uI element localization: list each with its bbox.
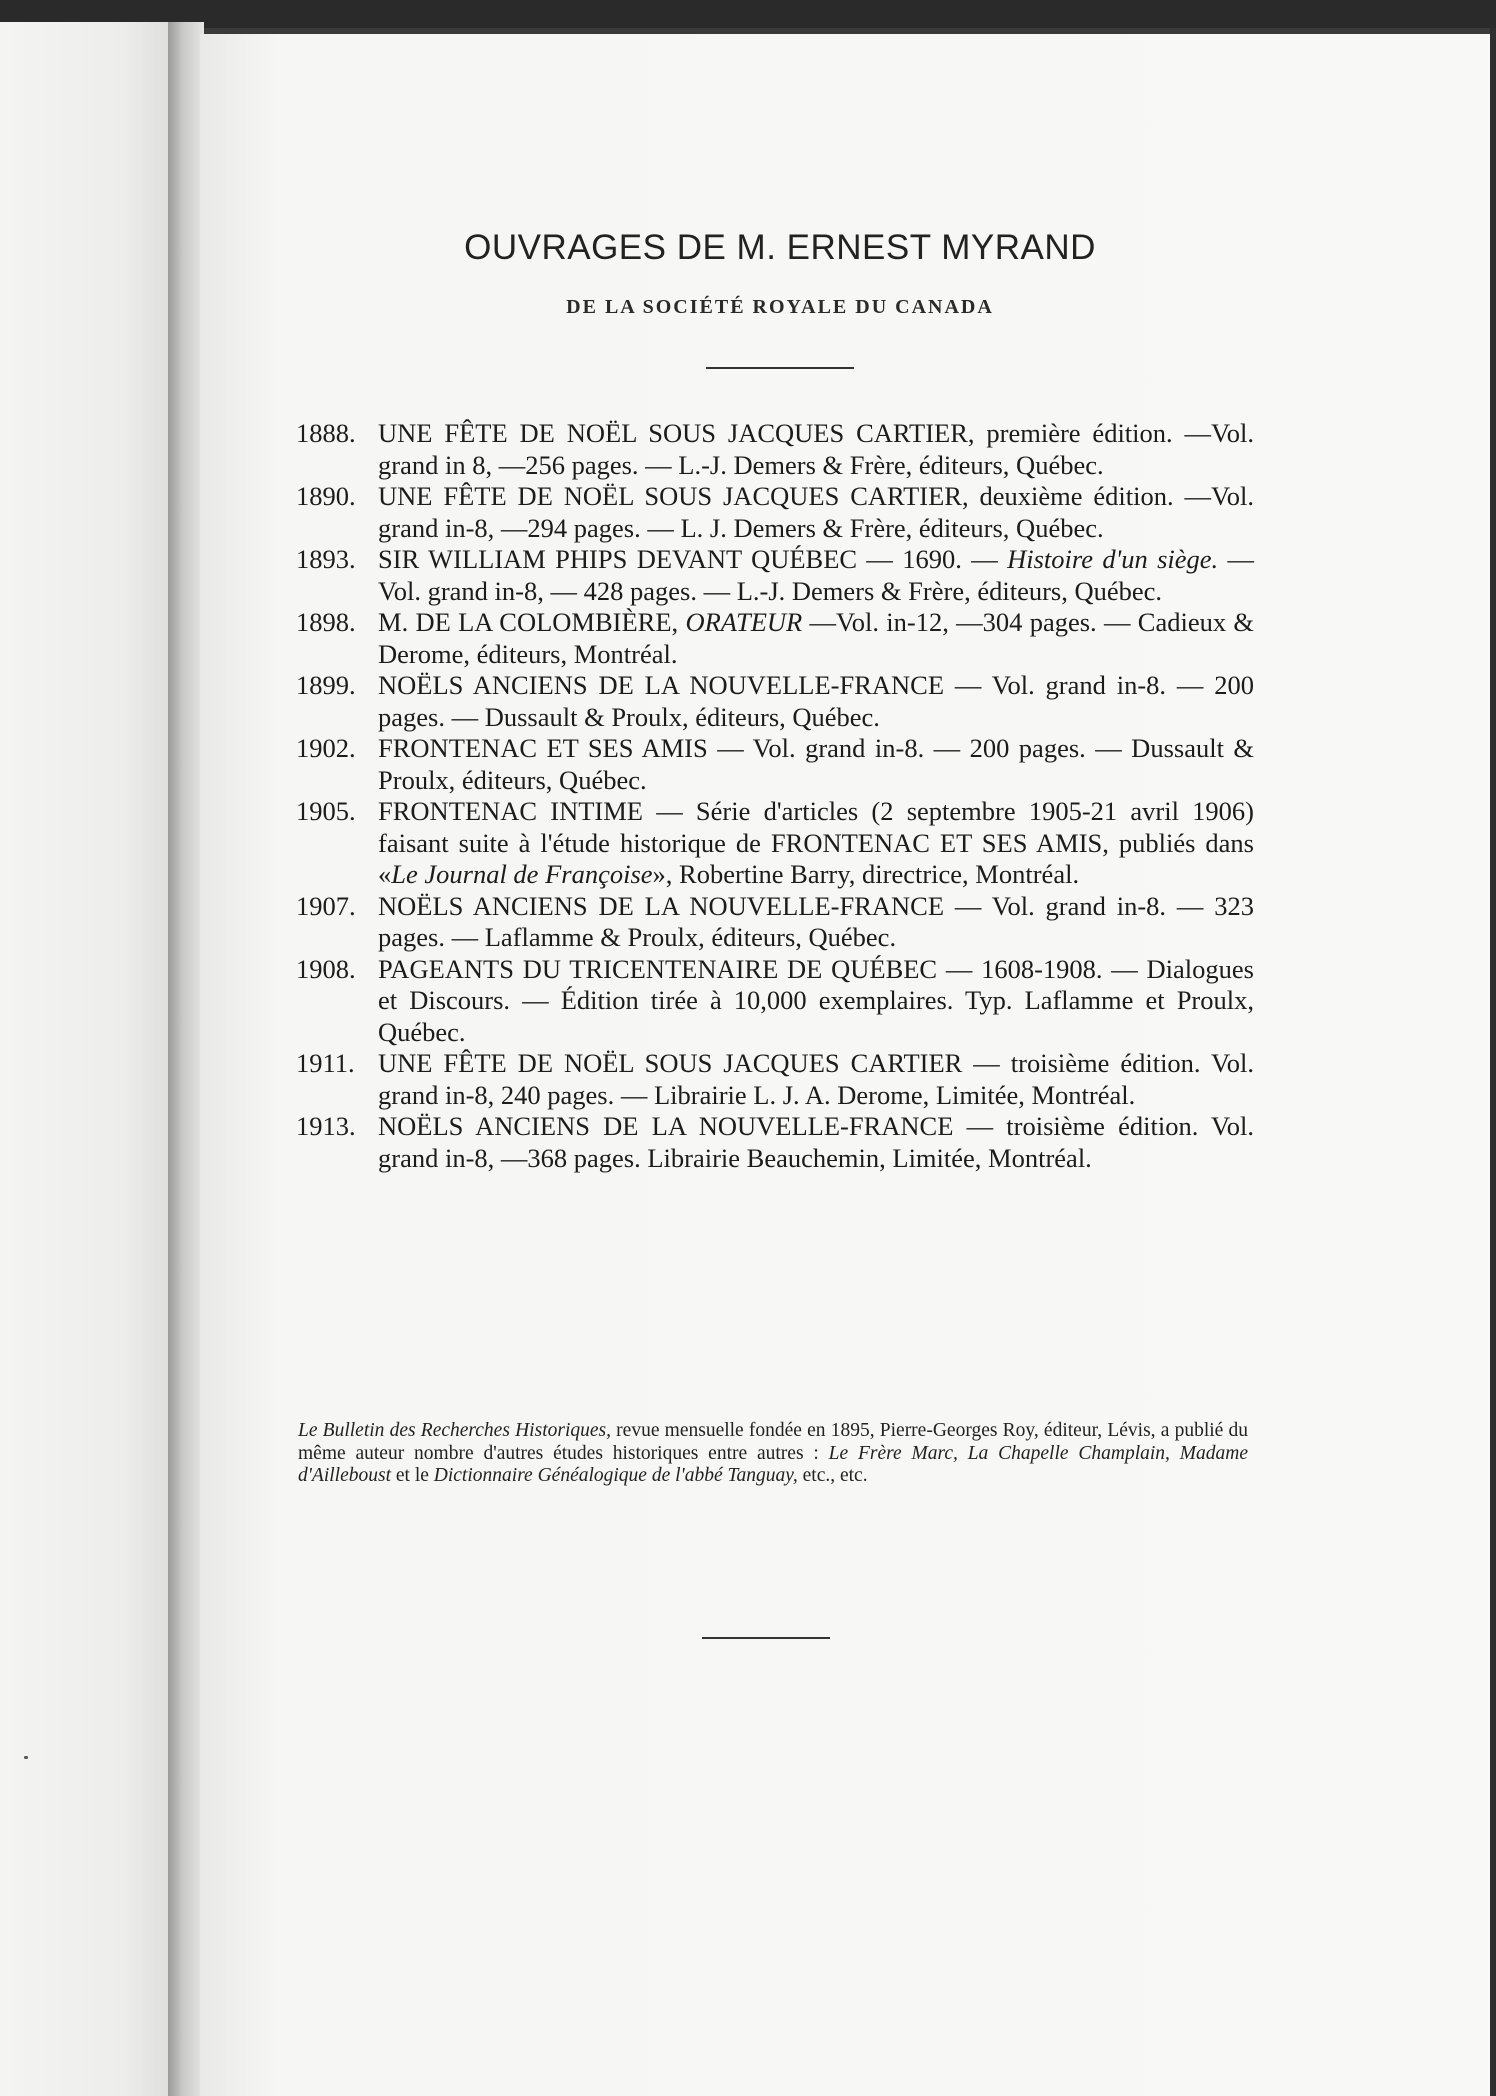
work-entry [296,796,1254,891]
work-text-segment: FRONTENAC ET SES AMIS — Vol. grand in-8. — 200 pages. — Dussault & Proulx, éditeurs, Québec. [378,733,1254,795]
work-text-segment: Histoire d'un siège. [1007,544,1219,574]
work-year: 1899. [296,670,356,700]
work-text-segment: — Vol. grand in-8, — 428 pages. — L.-J. Demers & Frère, éditeurs, Québec. [378,544,1255,606]
page-title: OUVRAGES DE M. ERNEST MYRAND [464,228,1096,267]
work-text-segment: UNE FÊTE DE NOËL SOUS JACQUES CARTIER, deuxième édition. —Vol. grand in-8, —294 pages. — L. J. Demers & Frère, éditeurs, Québec. [378,481,1254,543]
works-list [296,418,1254,1174]
left-page-edge [0,22,176,2096]
work-text-segment: Le Journal de Françoise [391,859,653,889]
bulletin-note [298,1420,1248,1488]
note-text-segment: etc., etc. [797,1465,868,1486]
work-year: 1913. [296,1111,356,1141]
work-entry [296,481,1254,544]
note-text-segment: Dictionnaire Généalogique de l'abbé Tanguay, [433,1465,798,1486]
work-text-segment: NOËLS ANCIENS DE LA NOUVELLE-FRANCE — troisième édition. Vol. grand in-8, —368 pages. Librairie Beauchemin, Limitée, Montréal. [378,1111,1254,1173]
work-year: 1907. [296,890,356,921]
work-description [378,796,1254,891]
work-entry [296,954,1254,1049]
work-entry [296,1111,1254,1174]
work-description [378,891,1254,954]
work-year: 1902. [296,733,356,763]
work-entry [296,418,1254,481]
work-text-segment: PAGEANTS DU TRICENTENAIRE DE QUÉBEC — 1608-1908. — Dialogues et Discours. — Édition tirée à 10,000 exemplaires. Typ. Laflamme et Proulx, Québec. [378,953,1254,1047]
work-entry [296,891,1254,954]
work-year: 1908. [296,953,356,984]
scan-top-border [0,0,1496,28]
work-entry [296,670,1254,733]
work-year: 1898. [296,607,356,637]
work-year: 1911. [296,1048,355,1078]
work-text-segment: —Vol. in-12, —304 pages. — Cadieux & Derome, éditeurs, Montréal. [378,607,1254,669]
note-text-segment: et le [391,1465,434,1486]
work-text-segment: FRONTENAC INTIME — Série d'articles (2 septembre 1905-21 avril 1906) faisant suite à l'étude historique de FRONTENAC ET SES AMIS, publiés dans « [378,796,1254,889]
work-description [378,1111,1254,1174]
work-text-segment: UNE FÊTE DE NOËL SOUS JACQUES CARTIER — troisième édition. Vol. grand in-8, 240 pages. — Librairie L. J. A. Derome, Limitée, Montréal. [378,1048,1254,1110]
work-entry [296,733,1254,796]
work-text-segment: NOËLS ANCIENS DE LA NOUVELLE-FRANCE — Vol. grand in-8. — 200 pages. — Dussault & Proulx, éditeurs, Québec. [378,670,1254,732]
work-year: 1888. [296,418,356,448]
note-text-segment: revue mensuelle fondée en 1895, Pierre-Georges Roy, éditeur, Lévis, a publié du même auteur nombre d'autres études historiques entre autres : [298,1420,1248,1464]
work-text-segment: UNE FÊTE DE NOËL SOUS JACQUES CARTIER, première édition. —Vol. grand in 8, —256 pages. — L.-J. Demers & Frère, éditeurs, Québec. [378,418,1254,480]
work-description [378,1048,1254,1111]
work-text-segment: M. DE LA COLOMBIÈRE, [378,607,686,637]
work-description [378,733,1254,796]
work-description [378,418,1254,481]
work-description [378,607,1254,670]
end-rule [702,1637,830,1639]
page-subtitle: DE LA SOCIÉTÉ ROYALE DU CANADA [566,296,994,318]
book-gutter [168,22,204,2096]
work-description [378,544,1254,607]
work-year: 1893. [296,544,356,574]
work-year: 1905. [296,796,356,826]
title-rule [706,367,854,369]
work-description [378,954,1254,1049]
work-entry [296,544,1254,607]
work-year: 1890. [296,481,356,511]
work-text-segment: NOËLS ANCIENS DE LA NOUVELLE-FRANCE — Vol. grand in-8. — 323 pages. — Laflamme & Proulx, éditeurs, Québec. [378,890,1254,952]
work-text-segment: ORATEUR [685,607,803,637]
work-entry [296,1048,1254,1111]
note-text-segment: Le Bulletin des Recherches Historiques, [298,1420,611,1441]
work-text-segment: SIR WILLIAM PHIPS DEVANT QUÉBEC — 1690. — [378,544,1008,574]
work-description [378,670,1254,733]
scan-speck [24,1756,28,1759]
work-entry [296,607,1254,670]
work-description [378,481,1254,544]
work-text-segment: », Robertine Barry, directrice, Montréal. [652,859,1080,889]
scan-right-border [1490,28,1496,2096]
note-text-segment: Le Frère Marc, La Chapelle Champlain, Madame d'Ailleboust [298,1442,1248,1486]
